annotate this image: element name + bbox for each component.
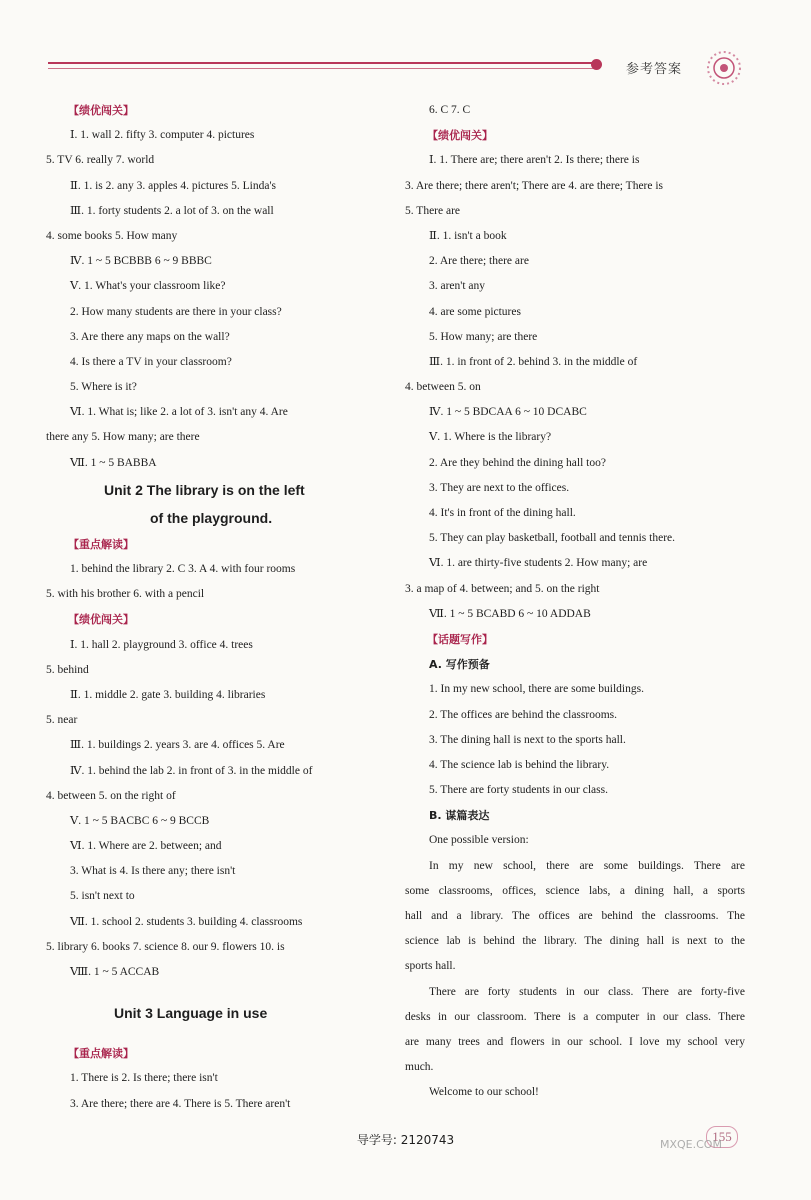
- answer-line: 6. C 7. C: [429, 104, 471, 116]
- answer-line: desks in our classroom. There is a computer in our class. There: [405, 1010, 745, 1023]
- answer-line: Ⅲ. 1. buildings 2. years 3. are 4. offices 5. Are: [70, 739, 285, 752]
- unit-title: Unit 3 Language in use: [114, 1005, 268, 1022]
- answer-line: 4. are some pictures: [429, 305, 521, 318]
- answer-line: Ⅶ. 1 ~ 5 BCABD 6 ~ 10 ADDAB: [429, 607, 591, 620]
- answer-line: 5. Where is it?: [70, 381, 137, 394]
- section-heading: 【重点解读】: [68, 537, 134, 551]
- section-heading: 【话题写作】: [427, 632, 493, 646]
- answer-line: 5. isn't next to: [70, 890, 135, 903]
- answer-line: 2. Are there; there are: [429, 255, 529, 268]
- header-rule-thin: [48, 68, 596, 69]
- answer-line: 5. How many; are there: [429, 330, 538, 343]
- answer-line: hall and a library. The offices are behind the classrooms. The: [405, 910, 745, 922]
- guide-number: 导学号: 2120743: [356, 1133, 455, 1147]
- answer-line: Ⅷ. 1 ~ 5 ACCAB: [70, 966, 160, 978]
- answer-line: 2. Are they behind the dining hall too?: [429, 456, 606, 469]
- answer-line: 4. The science lab is behind the library.: [429, 758, 610, 771]
- answer-line: Ⅵ. 1. are thirty-five students 2. How many; are: [429, 557, 648, 570]
- answer-line: 2. The offices are behind the classrooms.: [429, 708, 617, 721]
- answer-line: 3. Are there any maps on the wall?: [70, 330, 230, 343]
- answer-line: Ⅵ. 1. What is; like 2. a lot of 3. isn't any 4. Are: [70, 406, 288, 419]
- answer-line: Ⅱ. 1. is 2. any 3. apples 4. pictures 5. Linda's: [70, 179, 276, 192]
- right-answer-column: [405, 98, 745, 1106]
- spacer: [46, 985, 386, 999]
- answer-line: 3. What is 4. Is there any; there isn't: [70, 865, 236, 878]
- left-answer-column: [46, 98, 386, 1117]
- answer-line: 2. How many students are there in your class?: [70, 305, 282, 318]
- answer-line: 5. library 6. books 7. science 8. our 9. flowers 10. is: [46, 940, 285, 953]
- answer-line: 3. They are next to the offices.: [429, 481, 570, 494]
- subsection-heading: B. 谋篇表达: [429, 809, 490, 823]
- answer-line: There are forty students in our class. There are forty-five: [429, 985, 745, 998]
- answer-line: Ⅰ. 1. wall 2. fifty 3. computer 4. pictures: [70, 129, 255, 142]
- answer-line: Ⅴ. 1 ~ 5 BACBC 6 ~ 9 BCCB: [70, 814, 210, 827]
- answer-line: Ⅱ. 1. middle 2. gate 3. building 4. libraries: [70, 688, 266, 701]
- answer-line: Ⅳ. 1. behind the lab 2. in front of 3. in the middle of: [70, 764, 313, 777]
- answer-line: Ⅳ. 1 ~ 5 BDCAA 6 ~ 10 DCABC: [429, 406, 587, 419]
- unit-title: of the playground.: [150, 509, 273, 526]
- watermark: MXQE.COM: [660, 1138, 722, 1151]
- answer-line: 5. behind: [46, 663, 89, 676]
- answer-line: 1. In my new school, there are some buildings.: [429, 683, 644, 696]
- answer-line: Ⅳ. 1 ~ 5 BCBBB 6 ~ 9 BBBC: [70, 255, 212, 268]
- answer-line: are many trees and flowers in our school. I love my school very: [405, 1035, 745, 1048]
- answer-line: Ⅴ. 1. Where is the library?: [429, 431, 552, 444]
- answer-line: much.: [405, 1061, 434, 1074]
- answer-line: sports hall.: [405, 960, 456, 973]
- answer-line: science lab is behind the library. The dining hall is next to the: [405, 935, 745, 948]
- answer-line: 4. some books 5. How many: [46, 229, 178, 242]
- answer-line: 4. between 5. on the right of: [46, 789, 176, 802]
- answer-line: 4. Is there a TV in your classroom?: [70, 355, 232, 368]
- answer-line: 5. near: [46, 714, 78, 727]
- spacer: [46, 1027, 386, 1041]
- running-header-title: 参考答案: [626, 61, 683, 76]
- answer-line: 3. aren't any: [429, 280, 486, 293]
- answer-line: 5. with his brother 6. with a pencil: [46, 588, 205, 601]
- answer-line: Ⅱ. 1. isn't a book: [429, 229, 507, 242]
- answer-line: Ⅰ. 1. There are; there aren't 2. Is there; there is: [429, 154, 640, 167]
- answer-line: Ⅰ. 1. hall 2. playground 3. office 4. trees: [70, 638, 253, 651]
- page-number: 155: [706, 1126, 738, 1148]
- section-heading: 【绩优闯关】: [68, 104, 134, 117]
- section-heading: 【重点解读】: [68, 1047, 134, 1061]
- answer-line: 5. There are forty students in our class.: [429, 784, 608, 797]
- answer-line: 5. There are: [405, 204, 461, 217]
- answer-line: 4. between 5. on: [405, 381, 481, 394]
- answer-line: 1. There is 2. Is there; there isn't: [70, 1072, 218, 1085]
- answer-line: Ⅴ. 1. What's your classroom like?: [70, 280, 226, 293]
- answer-line: Ⅶ. 1. school 2. students 3. building 4. classrooms: [70, 915, 303, 928]
- answer-line: Ⅶ. 1 ~ 5 BABBA: [70, 456, 157, 469]
- answer-line: there any 5. How many; are there: [46, 431, 200, 444]
- answer-line: 4. It's in front of the dining hall.: [429, 507, 576, 519]
- answer-line: Welcome to our school!: [429, 1086, 539, 1099]
- answer-line: 5. TV 6. really 7. world: [46, 154, 155, 167]
- unit-title: Unit 2 The library is on the left: [104, 481, 305, 498]
- header-rule: [48, 62, 596, 64]
- answer-line: In my new school, there are some buildings. There are: [429, 859, 745, 872]
- answer-line: 1. behind the library 2. C 3. A 4. with four rooms: [70, 563, 296, 575]
- answer-line: some classrooms, offices, science labs, a dining hall, a sports: [405, 884, 745, 897]
- answer-line: 3. Are there; there aren't; There are 4. are there; There is: [405, 179, 664, 192]
- answer-line: 3. Are there; there are 4. There is 5. There aren't: [70, 1097, 291, 1110]
- section-heading: 【绩优闯关】: [68, 613, 134, 627]
- flower-emblem-icon: [704, 48, 744, 88]
- answer-line: One possible version:: [429, 834, 529, 847]
- answer-line: 5. They can play basketball, football and tennis there.: [429, 532, 676, 545]
- section-heading: 【绩优闯关】: [427, 129, 493, 143]
- answer-line: Ⅲ. 1. forty students 2. a lot of 3. on the wall: [70, 204, 274, 217]
- answer-line: 3. The dining hall is next to the sports hall.: [429, 733, 626, 746]
- header-dot-icon: [591, 59, 602, 70]
- answer-line: 3. a map of 4. between; and 5. on the right: [405, 582, 600, 595]
- subsection-heading: A. 写作预备: [429, 658, 490, 672]
- answer-line: Ⅲ. 1. in front of 2. behind 3. in the middle of: [429, 355, 638, 368]
- answer-line: Ⅵ. 1. Where are 2. between; and: [70, 840, 222, 853]
